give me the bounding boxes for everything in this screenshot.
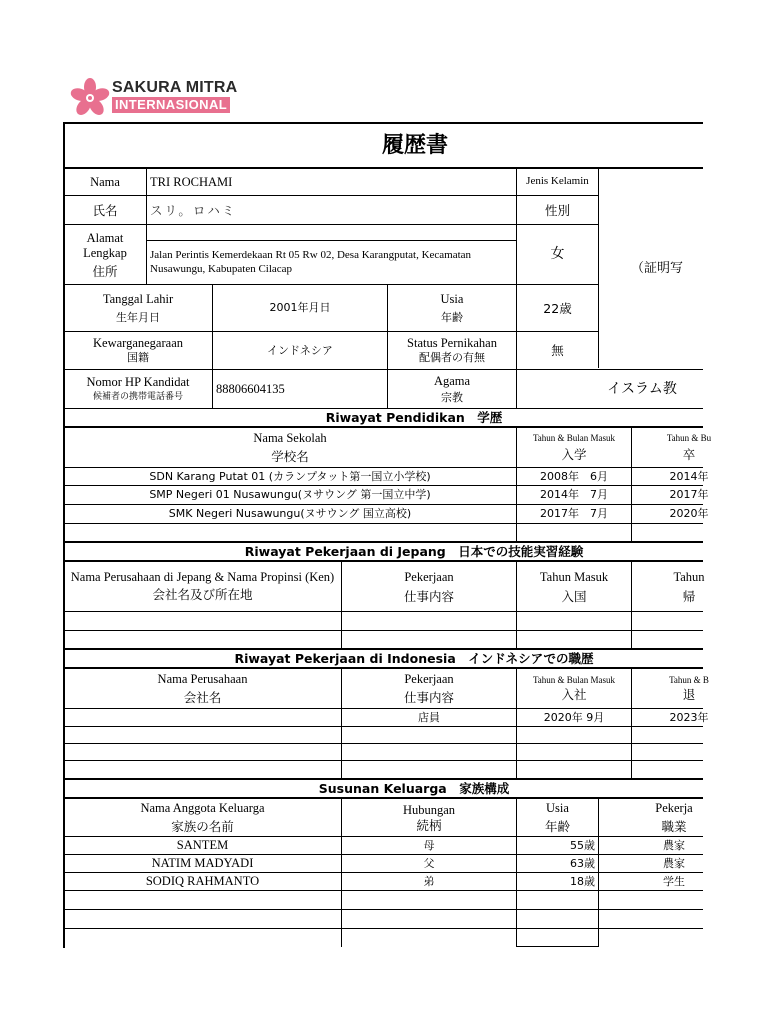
- keluarga-col-name-jp: 家族の名前: [171, 819, 234, 834]
- keluarga-row-2-age: 63歳: [570, 856, 595, 870]
- indonesia-col-masuk: [517, 669, 631, 708]
- alamat-value: Jalan Perintis Kemerdekaan Rt 05 Rw 02, Desa Karangputat, Kecamatan Nusawungu, Kabupaten Cilacap: [150, 249, 472, 275]
- indonesia-col-job: [342, 669, 516, 708]
- indonesia-col-keluar-id: Tahun & B: [669, 674, 709, 685]
- keluarga-col-name: [64, 799, 341, 836]
- keluarga-row-3-name: SODIQ RAHMANTO: [145, 874, 260, 888]
- jenis-kelamin-label: Jenis Kelamin: [526, 175, 589, 188]
- keluarga-row-3-job: 学生: [663, 874, 685, 888]
- indonesia-row-1-job: 店員: [418, 710, 440, 724]
- pendidikan-row-2-masuk: 2014年 7月: [540, 488, 608, 502]
- jepang-col-pulang-jp: 帰: [682, 588, 696, 604]
- jusho-label: 住所: [92, 263, 118, 279]
- keluarga-row-1-relation: 母: [423, 838, 435, 852]
- indonesia-col-job-jp: 仕事内容: [403, 690, 454, 705]
- keluarga-row-2-job: 農家: [663, 856, 685, 870]
- keluarga-col-job-id: Pekerja: [655, 801, 693, 815]
- usia-label: [388, 285, 516, 331]
- pendidikan-row-3-masuk: 2017年 7月: [540, 507, 608, 521]
- indonesia-col-masuk-id: Tahun & Bulan Masuk: [532, 674, 616, 685]
- hp-label-id: Nomor HP Kandidat: [86, 375, 190, 390]
- hp-label: [64, 370, 212, 408]
- keluarga-col-relation-jp: 続柄: [416, 817, 442, 833]
- pendidikan-row-1-school: SDN Karang Putat 01 (カランプタット第一国立小学校): [149, 469, 431, 483]
- jepang-col-job-id: Pekerjaan: [404, 569, 454, 584]
- hp-label-jp: 候補者の携帯電話番号: [92, 392, 183, 403]
- keluarga-row-3-age: 18歳: [570, 874, 595, 888]
- indonesia-row-1-keluar: 2023年: [669, 710, 709, 724]
- keluarga-col-job: [599, 799, 749, 836]
- jepang-section-title: Riwayat Pekerjaan di Jepang 日本での技能実習経験: [244, 544, 584, 559]
- pendidikan-col-masuk: [517, 428, 631, 467]
- agama-label-jp: 宗教: [441, 390, 463, 404]
- indonesia-col-keluar: [632, 669, 746, 708]
- logo-line2: INTERNASIONAL: [112, 97, 230, 113]
- status-value: 無: [551, 343, 564, 358]
- nama-value: TRI ROCHAMI: [150, 174, 233, 189]
- kewarganegaraan-value: インドネシア: [267, 343, 333, 357]
- keluarga-col-age: [517, 799, 598, 836]
- keluarga-col-relation: [342, 799, 516, 836]
- indonesia-row-1-masuk: 2020年 9月: [543, 710, 605, 724]
- keluarga-col-relation-id: Hubungan: [402, 802, 456, 817]
- pendidikan-row-1-masuk: 2008年 6月: [540, 469, 608, 483]
- pendidikan-col-lulus-id: Tahun & Bu: [666, 432, 712, 443]
- jepang-col-company: [64, 562, 341, 611]
- jepang-col-job-jp: 仕事内容: [403, 588, 454, 604]
- pendidikan-col-school: [64, 428, 516, 467]
- pendidikan-row-3-school: SMK Negeri Nusawungu(ヌサウング 国立高校): [168, 507, 412, 521]
- agama-label-id: Agama: [433, 373, 471, 388]
- usia-value: 22歳: [543, 300, 572, 316]
- jepang-col-masuk-jp: 入国: [561, 588, 587, 604]
- status-label-jp: 配偶者の有無: [419, 351, 485, 365]
- alamat-label-line2: Lengkap: [83, 245, 127, 260]
- indonesia-col-company-jp: 会社名: [183, 690, 222, 705]
- usia-label-id: Usia: [440, 291, 464, 306]
- indonesia-col-company-id: Nama Perusahaan: [157, 672, 248, 686]
- status-label: [388, 332, 516, 369]
- jepang-col-pulang-id: Tahun: [673, 569, 705, 584]
- keluarga-row-1-job: 農家: [663, 838, 685, 852]
- kewarganegaraan-label: [64, 332, 212, 369]
- hp-value: 88806604135: [216, 381, 285, 396]
- jepang-col-pulang: [632, 562, 746, 611]
- keluarga-row-3-relation: 弟: [423, 874, 435, 888]
- keluarga-row-1-name: SANTEM: [176, 838, 229, 852]
- pendidikan-col-masuk-jp: 入学: [561, 447, 587, 463]
- indonesia-col-keluar-jp: 退: [682, 687, 696, 703]
- pendidikan-col-lulus-jp: 卒: [682, 447, 696, 463]
- pendidikan-col-school-id: Nama Sekolah: [253, 431, 327, 445]
- indonesia-section-title: Riwayat Pekerjaan di Indonesia インドネシアでの職歴: [234, 651, 594, 666]
- indonesia-col-company: [64, 669, 341, 708]
- alamat-label-line1: Alamat: [86, 230, 124, 245]
- photo-placeholder: （証明写: [631, 261, 684, 277]
- usia-label-jp: 年齢: [441, 310, 463, 324]
- tanggal-label-id: Tanggal Lahir: [102, 291, 174, 306]
- nama-label: Nama: [90, 174, 120, 189]
- tanggal-value: 2001年月日: [269, 301, 331, 315]
- logo-line1: SAKURA MITRA: [112, 79, 238, 96]
- shimei-label: 氏名: [92, 202, 118, 218]
- gender-value: 女: [550, 246, 565, 263]
- agama-label: [388, 370, 516, 408]
- status-label-id: Status Pernikahan: [407, 336, 497, 351]
- jepang-col-masuk-id: Tahun Masuk: [539, 569, 609, 584]
- seibetsu-label: 性別: [544, 202, 570, 218]
- kewarganegaraan-label-jp: 国籍: [127, 351, 149, 365]
- pendidikan-col-masuk-id: Tahun & Bulan Masuk: [532, 432, 616, 443]
- pendidikan-col-school-jp: 学校名: [271, 449, 309, 464]
- document-title: 履歴書: [381, 132, 448, 158]
- indonesia-col-job-id: Pekerjaan: [404, 672, 454, 686]
- keluarga-col-age-id: Usia: [546, 801, 569, 815]
- keluarga-row-2-relation: 父: [423, 856, 435, 870]
- alamat-label: [64, 225, 146, 284]
- jepang-col-job: [342, 562, 516, 611]
- pendidikan-section-title: Riwayat Pendidikan 学歴: [325, 410, 503, 425]
- tanggal-label-jp: 生年月日: [116, 310, 160, 324]
- pendidikan-row-2-lulus: 2017年: [669, 488, 709, 502]
- pendidikan-col-lulus: [632, 428, 746, 467]
- keluarga-col-job-jp: 職業: [661, 819, 687, 834]
- pendidikan-row-2-school: SMP Negeri 01 Nusawungu(ヌサウング 第一国立中学): [149, 488, 431, 502]
- pendidikan-row-1-lulus: 2014年: [669, 469, 709, 483]
- jepang-col-company-id: Nama Perusahaan di Jepang & Nama Propinsi (Ken): [70, 570, 335, 585]
- tanggal-label: [64, 285, 212, 331]
- pendidikan-row-3-lulus: 2020年: [669, 507, 709, 521]
- indonesia-row-1-company: [64, 709, 341, 726]
- jepang-col-company-jp: 会社名及び所在地: [152, 586, 253, 602]
- keluarga-col-name-id: Nama Anggota Keluarga: [140, 801, 265, 815]
- keluarga-section-title: Susunan Keluarga 家族構成: [318, 781, 510, 796]
- keluarga-row-1-age: 55歳: [570, 838, 595, 852]
- jepang-col-masuk: [517, 562, 631, 611]
- indonesia-col-masuk-jp: 入社: [561, 687, 587, 703]
- shimei-value: スリ。ロハミ: [150, 202, 237, 218]
- kewarganegaraan-label-id: Kewarganegaraan: [93, 336, 183, 351]
- agama-value: イスラム教: [607, 380, 677, 397]
- keluarga-col-age-jp: 年齢: [544, 819, 570, 834]
- keluarga-row-2-name: NATIM MADYADI: [151, 856, 254, 870]
